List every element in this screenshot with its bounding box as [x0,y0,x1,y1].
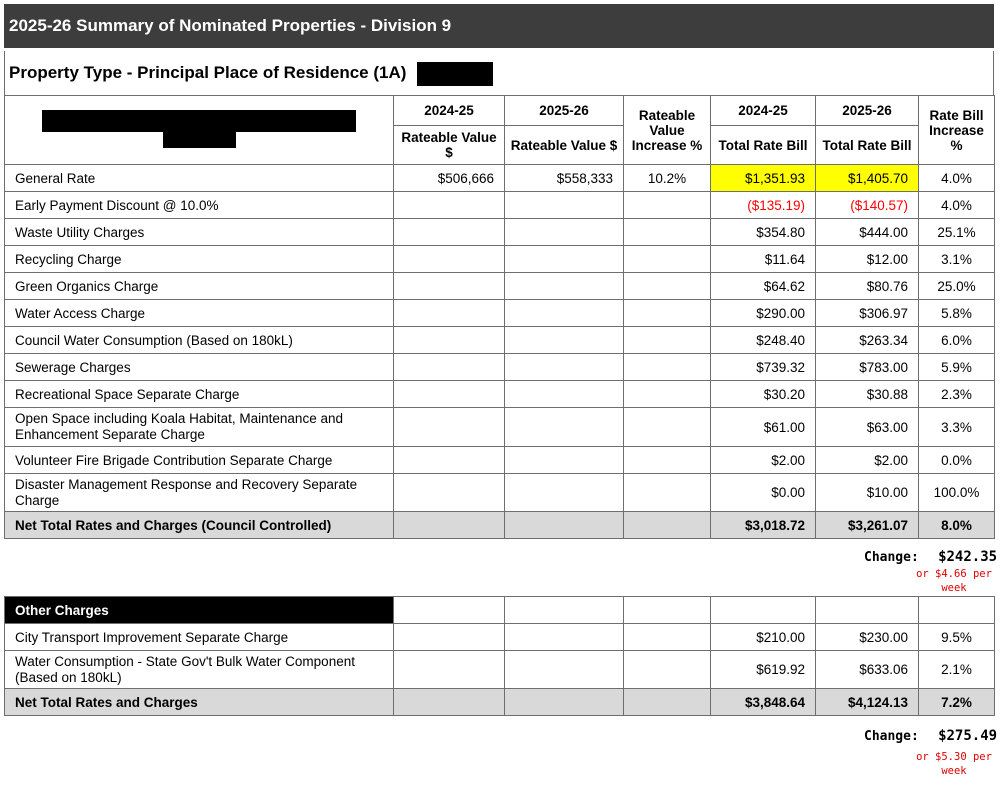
table-row [5,651,995,689]
header-rv-2024-25: Rateable Value $ [394,126,505,165]
bill-2024-25: $739.32 [711,354,816,381]
change-summary-council [864,546,998,595]
bill-2025-26: $306.97 [816,300,919,327]
rv-2025-26: $558,333 [505,165,624,192]
bill-2025-26: $230.00 [816,624,919,651]
table-row [5,192,995,219]
redacted-block [163,130,236,148]
bill-2025-26: $444.00 [816,219,919,246]
row-label: Volunteer Fire Brigade Contribution Separate Charge [5,447,394,474]
bill-2025-26: ($140.57) [816,192,919,219]
change-weekly [914,567,994,595]
change-amount: $242.35 [938,549,998,565]
bill-increase: 100.0% [919,474,995,512]
bill-2025-26: $633.06 [816,651,919,689]
change-weekly-line1: or $4.66 per [916,568,992,580]
change-weekly [914,750,994,778]
bill-2025-26: $3,261.07 [816,512,919,539]
row-label: Net Total Rates and Charges [5,689,394,716]
bill-2024-25: $3,018.72 [711,512,816,539]
table-row [5,624,995,651]
table-row [5,165,995,192]
row-label: Recycling Charge [5,246,394,273]
net-total-council-row [5,512,995,539]
header-bill-year-2024-25: 2024-25 [711,96,816,126]
bill-2024-25: $11.64 [711,246,816,273]
bill-2024-25: $0.00 [711,474,816,512]
rv-2024-25 [394,192,505,219]
bill-2024-25: $3,848.64 [711,689,816,716]
property-type-heading [4,51,994,95]
redacted-header-cell [5,96,394,165]
change-label: Change: [864,550,919,565]
header-rv-increase: Rateable Value Increase % [624,96,711,165]
bill-2024-25: $290.00 [711,300,816,327]
bill-increase: 6.0% [919,327,995,354]
rv-2024-25: $506,666 [394,165,505,192]
header-year-2024-25: 2024-25 [394,96,505,126]
bill-2024-25: $2.00 [711,447,816,474]
bill-2024-25: $64.62 [711,273,816,300]
bill-2025-26: $80.76 [816,273,919,300]
table-row [5,219,995,246]
table-row [5,474,995,512]
bill-2025-26: $2.00 [816,447,919,474]
bill-increase: 25.0% [919,273,995,300]
bill-increase: 4.0% [919,192,995,219]
bill-2024-25: $30.20 [711,381,816,408]
table-row [5,273,995,300]
bill-2024-25: $1,351.93 [711,165,816,192]
page-title: 2025-26 Summary of Nominated Properties - Division 9 [4,4,994,48]
bill-increase: 2.1% [919,651,995,689]
row-label: Sewerage Charges [5,354,394,381]
bill-2024-25: $248.40 [711,327,816,354]
table-row [5,354,995,381]
table-row [5,408,995,447]
change-weekly-line2: week [941,582,967,594]
bill-increase: 25.1% [919,219,995,246]
other-charges-table [4,596,995,716]
table-row [5,447,995,474]
redacted-block [417,62,493,86]
other-charges-header: Other Charges [5,597,394,624]
row-label: Recreational Space Separate Charge [5,381,394,408]
header-rv-2025-26: Rateable Value $ [505,126,624,165]
table-row [5,327,995,354]
change-weekly-line1: or $5.30 per [916,751,992,763]
rv-increase [624,192,711,219]
rates-table [4,95,995,539]
row-label: Waste Utility Charges [5,219,394,246]
bill-2024-25: $619.92 [711,651,816,689]
header-bill-increase: Rate Bill Increase % [919,96,995,165]
row-label: Net Total Rates and Charges (Council Controlled) [5,512,394,539]
change-label: Change: [864,729,919,744]
bill-2025-26: $783.00 [816,354,919,381]
redacted-block [42,110,356,132]
bill-2024-25: ($135.19) [711,192,816,219]
bill-2025-26: $263.34 [816,327,919,354]
header-bill-2025-26: Total Rate Bill [816,126,919,165]
table-row [5,300,995,327]
bill-increase: 5.8% [919,300,995,327]
net-total-row [5,689,995,716]
header-bill-2024-25: Total Rate Bill [711,126,816,165]
bill-increase: 7.2% [919,689,995,716]
row-label: Disaster Management Response and Recovery Separate Charge [5,474,394,512]
bill-2024-25: $210.00 [711,624,816,651]
row-label: Council Water Consumption (Based on 180kL) [5,327,394,354]
bill-2024-25: $61.00 [711,408,816,447]
bill-increase: 9.5% [919,624,995,651]
rv-increase: 10.2% [624,165,711,192]
rv-2025-26 [505,192,624,219]
bill-increase: 2.3% [919,381,995,408]
bill-2025-26: $30.88 [816,381,919,408]
bill-increase: 5.9% [919,354,995,381]
header-year-2025-26: 2025-26 [505,96,624,126]
bill-increase: 8.0% [919,512,995,539]
row-label: Open Space including Koala Habitat, Maintenance and Enhancement Separate Charge [5,408,394,447]
table-row [5,381,995,408]
bill-2025-26: $4,124.13 [816,689,919,716]
row-label: City Transport Improvement Separate Charge [5,624,394,651]
row-label: Green Organics Charge [5,273,394,300]
property-type-label: Property Type - Principal Place of Residence (1A) [9,63,407,82]
row-label: Water Access Charge [5,300,394,327]
bill-2025-26: $63.00 [816,408,919,447]
row-label: Early Payment Discount @ 10.0% [5,192,394,219]
bill-increase: 0.0% [919,447,995,474]
bill-increase: 3.1% [919,246,995,273]
row-label: General Rate [5,165,394,192]
bill-2025-26: $1,405.70 [816,165,919,192]
bill-increase: 4.0% [919,165,995,192]
bill-2025-26: $10.00 [816,474,919,512]
row-label: Water Consumption - State Gov't Bulk Water Component (Based on 180kL) [5,651,394,689]
bill-2025-26: $12.00 [816,246,919,273]
change-summary-total [864,725,998,778]
change-amount: $275.49 [938,728,998,744]
table-row [5,246,995,273]
change-weekly-line2: week [941,765,967,777]
header-bill-year-2025-26: 2025-26 [816,96,919,126]
bill-2024-25: $354.80 [711,219,816,246]
bill-increase: 3.3% [919,408,995,447]
